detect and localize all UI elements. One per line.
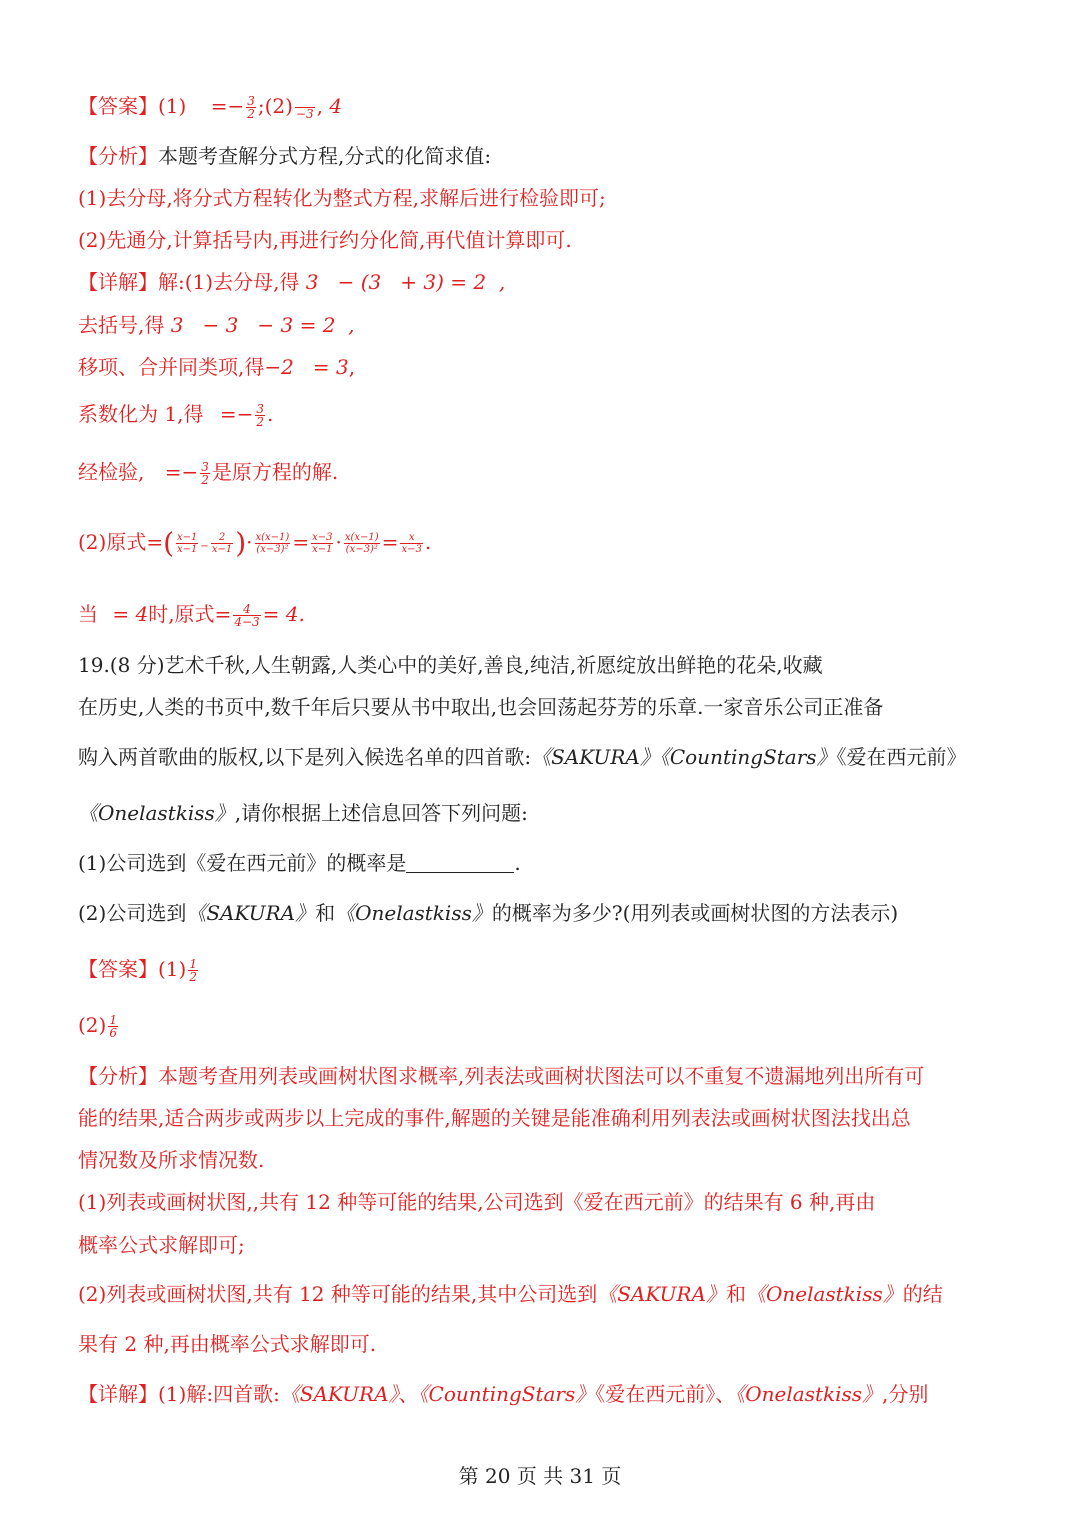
answer-tag: 【答案】: [78, 94, 158, 118]
fraction: $\frac{x(x-1)}{\text{(x−3)²}}$: [255, 532, 290, 555]
answer-19-line2: (2) $\frac{1}{6}$: [78, 1013, 117, 1040]
analysis-18-step1: (1)去分母,将分式方程转化为整式方程,求解后进行检验即可;: [78, 186, 606, 210]
analysis-19-line6: (2)列表或画树状图,共有 12 种等可能的结果,其中公司选到《SAKURA》和《Onelastkiss》的结: [78, 1282, 943, 1306]
answer-tag: 【答案】: [78, 957, 158, 981]
analysis-19-line2: 能的结果,适合两步或两步以上完成的事件,解题的关键是能准确利用列表法或画树状图法找出总: [78, 1106, 911, 1130]
analysis-19-line4: (1)列表或画树状图,,共有 12 种等可能的结果,公司选到《爱在西元前》的结果有 6 种,再由: [78, 1190, 876, 1214]
analysis-19-line5: 概率公式求解即可;: [78, 1233, 245, 1257]
question-19-line3: 购入两首歌曲的版权,以下是列入候选名单的四首歌:《SAKURA》《CountingStars》《爱在西元前》: [78, 745, 967, 769]
fraction: $\frac{x-3}{x-1}$: [312, 532, 333, 555]
answer-18-line: 【答案】(1) =− $\frac{3}{2}$ ;(2) −3 , 4: [78, 94, 343, 121]
detail-18-line3: 移项、合并同类项,得−2 = 3,: [78, 355, 356, 379]
fraction: $\frac{x(x-1)}{\text{(x−3)²}}$: [344, 532, 379, 555]
question-19-line2: 在历史,人类的书页中,数千年后只要从书中取出,也会回荡起芬芳的乐章.一家音乐公司正准备: [78, 695, 884, 719]
page-footer: 第 20 页 共 31 页: [458, 1464, 622, 1488]
fraction: −3: [295, 107, 314, 121]
analysis-18-line: 【分析】本题考查解分式方程,分式的化简求值:: [78, 144, 492, 168]
answer-blank: [406, 852, 514, 873]
detail-18-line7: 当 = 4时,原式= $\frac{4}{4-3}$ = 4.: [78, 602, 305, 629]
answer-19-line1: 【答案】(1) $\frac{1}{2}$: [78, 957, 197, 984]
analysis-19-line1: 【分析】本题考查用列表或画树状图求概率,列表法或画树状图法可以不重复不遗漏地列出所有可: [78, 1064, 925, 1088]
analysis-19-line7: 果有 2 种,再由概率公式求解即可.: [78, 1332, 377, 1356]
fraction: $\frac{2}{x-1}$: [211, 532, 233, 555]
detail-18-line1: 【详解】解:(1)去分母,得 3 − (3 + 3) = 2 ,: [78, 270, 506, 294]
fraction: $\frac{x}{x-3}$: [401, 532, 422, 555]
fraction: $\frac{1}{6}$: [109, 1013, 117, 1040]
analysis-tag: 【分析】: [78, 144, 158, 168]
detail-18-line5: 经检验, =− $\frac{3}{2}$ 是原方程的解.: [78, 460, 339, 487]
detail-19-line1: 【详解】(1)解:四首歌:《SAKURA》、《CountingStars》《爱在西元前》、《Onelastkiss》,分别: [78, 1382, 929, 1406]
fraction: $\frac{1}{2}$: [189, 957, 197, 984]
analysis-19-line3: 情况数及所求情况数.: [78, 1148, 265, 1172]
fraction: $\frac{4}{4-3}$: [234, 602, 260, 629]
detail-tag: 【详解】: [78, 1382, 158, 1406]
question-19-sub2: (2)公司选到《SAKURA》和《Onelastkiss》的概率为多少?(用列表或画树状图的方法表示): [78, 901, 899, 925]
question-19-line4: 《Onelastkiss》,请你根据上述信息回答下列问题:: [78, 801, 528, 825]
analysis-18-step2: (2)先通分,计算括号内,再进行约分化简,再代值计算即可.: [78, 228, 572, 252]
fraction: $\frac{x-1}{x-1}$: [177, 532, 198, 555]
detail-18-line2: 去括号,得 3 − 3 − 3 = 2 ,: [78, 313, 355, 337]
fraction: $\frac{3}{2}$: [256, 402, 264, 429]
question-19-line1: 19.(8 分)艺术千秋,人生朝露,人类心中的美好,善良,纯洁,祈愿绽放出鲜艳的花朵,收藏: [78, 653, 823, 677]
detail-18-line6: (2)原式=( $\frac{x-1}{x-1}$ − $\frac{2}{x-1}$ )· $\frac{x(x-1)}{\text{(x−3)²}}$ = $\frac{x-3}{x-1}$ · $\frac{x(x-1)}{\text{(x−3)²}}$ = $\frac{x}{x-3}$ .: [78, 526, 432, 560]
question-19-sub1: (1)公司选到《爱在西元前》的概率是 .: [78, 851, 521, 875]
fraction: $\frac{3}{2}$: [201, 460, 209, 487]
analysis-tag: 【分析】: [78, 1064, 158, 1088]
detail-tag: 【详解】: [78, 270, 158, 294]
detail-18-line4: 系数化为 1,得 =− $\frac{3}{2}$ .: [78, 402, 274, 429]
fraction: $\frac{3}{2}$: [247, 94, 255, 121]
